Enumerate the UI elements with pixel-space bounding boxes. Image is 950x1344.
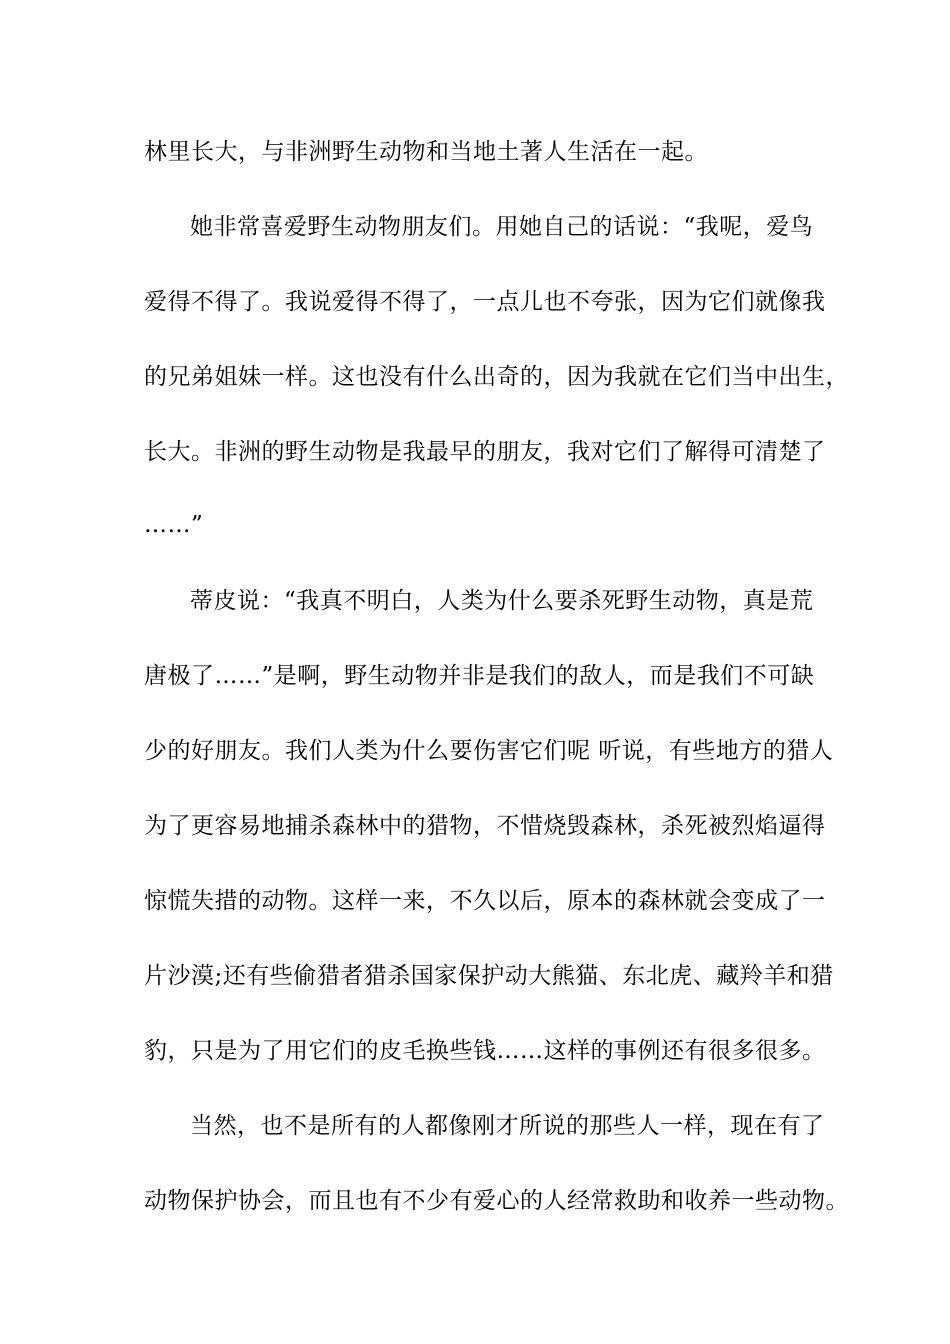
text-line-3: 爱得不得了。我说爱得不得了，一点儿也不夸张，因为它们就像我 <box>144 289 826 315</box>
text-line-6: ……” <box>144 512 204 538</box>
text-line-8: 唐极了……”是啊，野生动物并非是我们的敌人，而是我们不可缺 <box>144 663 815 689</box>
text-line-10: 为了更容易地捕杀森林中的猎物，不惜烧毁森林，杀死被烈焰逼得 <box>144 813 826 839</box>
text-line-11: 惊慌失措的动物。这样一来，不久以后，原本的森林就会变成了一 <box>144 888 826 914</box>
text-line-2: 她非常喜爱野生动物朋友们。用她自己的话说：“我呢，爱鸟 <box>190 214 814 240</box>
text-line-13: 豹，只是为了用它们的皮毛换些钱……这样的事例还有很多很多。 <box>144 1038 826 1064</box>
text-line-7: 蒂皮说：“我真不明白，人类为什么要杀死野生动物，真是荒 <box>190 588 814 614</box>
text-line-15: 动物保护协会，而且也有不少有爱心的人经常救助和收养一些动物。 <box>144 1188 849 1214</box>
text-line-12: 片沙漠;还有些偷猎者猎杀国家保护动大熊猫、东北虎、藏羚羊和猎 <box>144 963 834 989</box>
text-line-1: 林里长大，与非洲野生动物和当地土著人生活在一起。 <box>144 139 708 165</box>
text-line-14: 当然，也不是所有的人都像刚才所说的那些人一样，现在有了 <box>190 1113 825 1139</box>
text-line-9: 少的好朋友。我们人类为什么要伤害它们呢 听说，有些地方的猎人 <box>144 738 834 764</box>
text-line-5: 长大。非洲的野生动物是我最早的朋友，我对它们了解得可清楚了 <box>144 439 826 465</box>
text-line-4: 的兄弟姐妹一样。这也没有什么出奇的，因为我就在它们当中出生， <box>144 364 849 390</box>
